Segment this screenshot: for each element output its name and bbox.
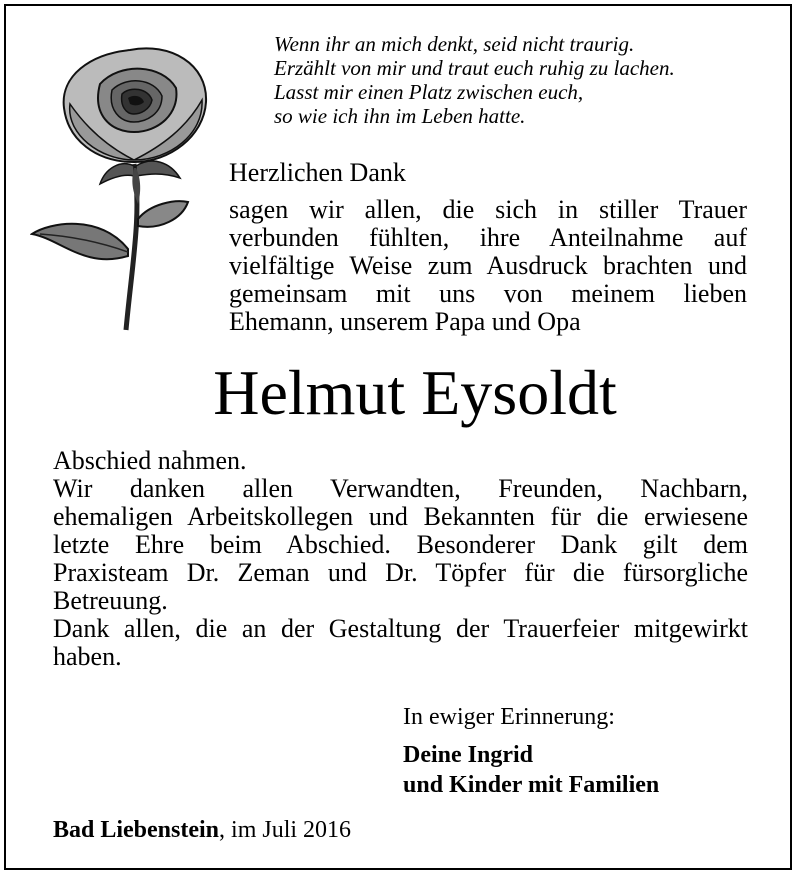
main-line: Betreuung. xyxy=(53,586,168,615)
main-line: ehemaligen Arbeitskollegen und Bekannten für die erwiesene xyxy=(53,502,748,531)
signature-line: und Kinder mit Familien xyxy=(403,772,660,798)
thanks-line: Ehemann, unserem Papa und Opa xyxy=(229,307,581,336)
main-line: letzte Ehre beim Abschied. Besonderer Dank gilt dem xyxy=(53,530,748,559)
main-line: Dank allen, die an der Gestaltung der Trauerfeier mitgewirkt xyxy=(53,614,748,643)
deceased-name: Helmut Eysoldt xyxy=(213,357,617,428)
main-line: Abschied nahmen. xyxy=(53,446,247,475)
poem-line: Wenn ihr an mich denkt, seid nicht traurig. xyxy=(274,32,635,56)
place-town: Bad Liebenstein xyxy=(53,817,220,843)
poem-line: Erzählt von mir und traut euch ruhig zu lachen. xyxy=(274,56,675,80)
main-text xyxy=(53,447,748,671)
place-date xyxy=(53,815,351,845)
thanks-line: verbunden fühlten, ihre Anteilnahme auf xyxy=(229,223,747,252)
poem-line: so wie ich ihn im Leben hatte. xyxy=(274,104,526,128)
closing-phrase: In ewiger Erinnerung: xyxy=(403,704,615,730)
poem xyxy=(274,32,675,128)
thanks-line: vielfältige Weise zum Ausdruck brachten und xyxy=(229,251,747,280)
poem-line: Lasst mir einen Platz zwischen euch, xyxy=(274,80,584,104)
main-line: haben. xyxy=(53,642,122,671)
rose-icon xyxy=(30,44,220,334)
main-line: Praxisteam Dr. Zeman und Dr. Töpfer für die fürsorgliche xyxy=(53,558,748,587)
main-line: Wir danken allen Verwandten, Freunden, Nachbarn, xyxy=(53,474,748,503)
thanks-heading: Herzlichen Dank xyxy=(229,158,406,187)
signature xyxy=(403,740,659,800)
thanks-line: sagen wir allen, die sich in stiller Trauer xyxy=(229,195,747,224)
thanks-text xyxy=(229,196,747,336)
place-date-text: , im Juli 2016 xyxy=(219,817,352,843)
thanks-line: gemeinsam mit uns von meinem lieben xyxy=(229,279,747,308)
signature-line: Deine Ingrid xyxy=(403,742,534,768)
